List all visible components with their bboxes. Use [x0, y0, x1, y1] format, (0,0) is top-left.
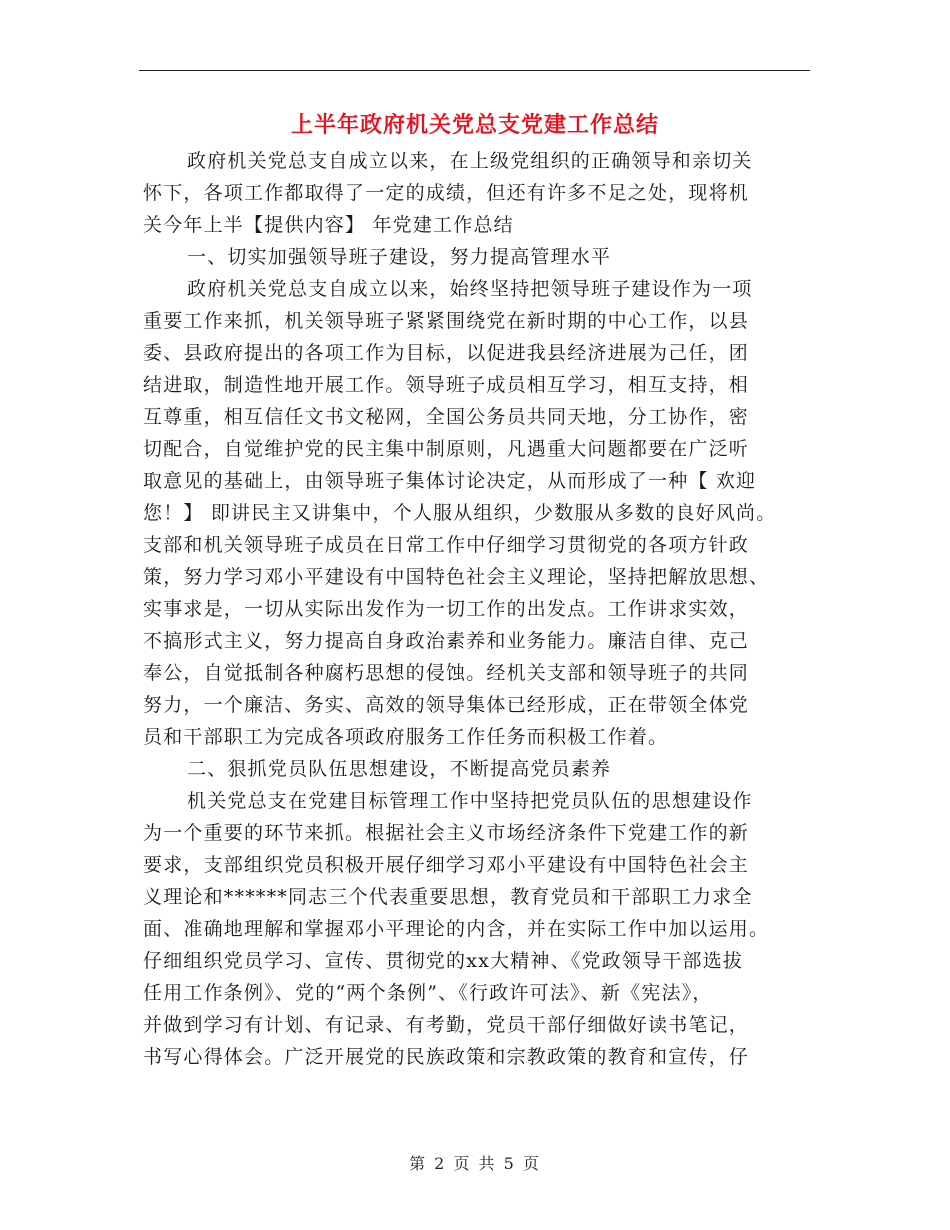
text-line: 书写心得体会。广泛开展党的民族政策和宗教政策的教育和宣传，仔: [143, 1046, 750, 1068]
text-line: 怀下，各项工作都取得了一定的成绩，但还有许多不足之处，现将机: [143, 182, 750, 204]
text-line: 策，努力学习邓小平建设有中国特色社会主义理论，坚持把解放思想、: [143, 566, 770, 588]
text-line: 面、准确地理解和掌握邓小平理论的内含，并在实际工作中加以运用。: [143, 918, 770, 940]
text-line: 要求，支部组织党员积极开展仔细学习邓小平建设有中国特色社会主: [143, 854, 750, 876]
text-line: 切配合，自觉维护党的民主集中制原则，凡遇重大问题都要在广泛听: [143, 438, 750, 460]
text-line: 政府机关党总支自成立以来，始终坚持把领导班子建设作为一项: [187, 278, 753, 300]
section-heading: 一、切实加强领导班子建设，努力提高管理水平: [187, 246, 612, 268]
text-line: 努力，一个廉洁、务实、高效的领导集体已经形成，正在带领全体党: [143, 694, 750, 716]
page-footer: 第 2 页 共 5 页: [409, 1154, 541, 1173]
text-line: 互尊重，相互信任文书文秘网，全国公务员共同天地，分工协作，密: [143, 406, 750, 428]
text-line: 政府机关党总支自成立以来，在上级党组织的正确领导和亲切关: [187, 150, 753, 172]
text-line: 员和干部职工为完成各项政府服务工作任务而积极工作着。: [143, 726, 669, 748]
text-line: 义理论和******同志三个代表重要思想，教育党员和干部职工力求全: [143, 886, 753, 908]
text-line: 重要工作来抓，机关领导班子紧紧围绕党在新时期的中心工作，以县: [143, 310, 750, 332]
text-line: 取意见的基础上，由领导班子集体讨论决定，从而形成了一种【 欢迎: [143, 470, 757, 492]
text-line: 结进取，制造性地开展工作。领导班子成员相互学习，相互支持，相: [143, 374, 750, 396]
text-line: 并做到学习有计划、有记录、有考勤，党员干部仔细做好读书笔记，: [143, 1014, 750, 1036]
text-line: 不搞形式主义，努力提高自身政治素养和业务能力。廉洁自律、克己: [143, 630, 750, 652]
text-line: 机关党总支在党建目标管理工作中坚持把党员队伍的思想建设作: [187, 790, 753, 812]
text-line: 支部和机关领导班子成员在日常工作中仔细学习贯彻党的各项方针政: [143, 534, 750, 556]
text-line: 为一个重要的环节来抓。根据社会主义市场经济条件下党建工作的新: [143, 822, 750, 844]
header-rule: [139, 70, 810, 71]
text-line: 仔细组织党员学习、宣传、贯彻党的xx大精神、《党政领导干部选拔: [143, 950, 744, 972]
text-line: 实事求是，一切从实际出发作为一切工作的出发点。工作讲求实效，: [143, 598, 750, 620]
text-line: 关今年上半【提供内容】 年党建工作总结: [143, 214, 514, 236]
text-line: 任用工作条例》、党的“两个条例”、《行政许可法》、新《宪法》，: [143, 982, 713, 1004]
text-line: 委、县政府提出的各项工作为目标，以促进我县经济进展为己任，团: [143, 342, 750, 364]
text-line: 奉公，自觉抵制各种腐朽思想的侵蚀。经机关支部和领导班子的共同: [143, 662, 750, 684]
text-line: 您！】 即讲民主又讲集中，个人服从组织，少数服从多数的良好风尚。: [143, 502, 777, 524]
document-title: 上半年政府机关党总支党建工作总结: [290, 112, 659, 138]
section-heading: 二、狠抓党员队伍思想建设，不断提高党员素养: [187, 758, 612, 780]
